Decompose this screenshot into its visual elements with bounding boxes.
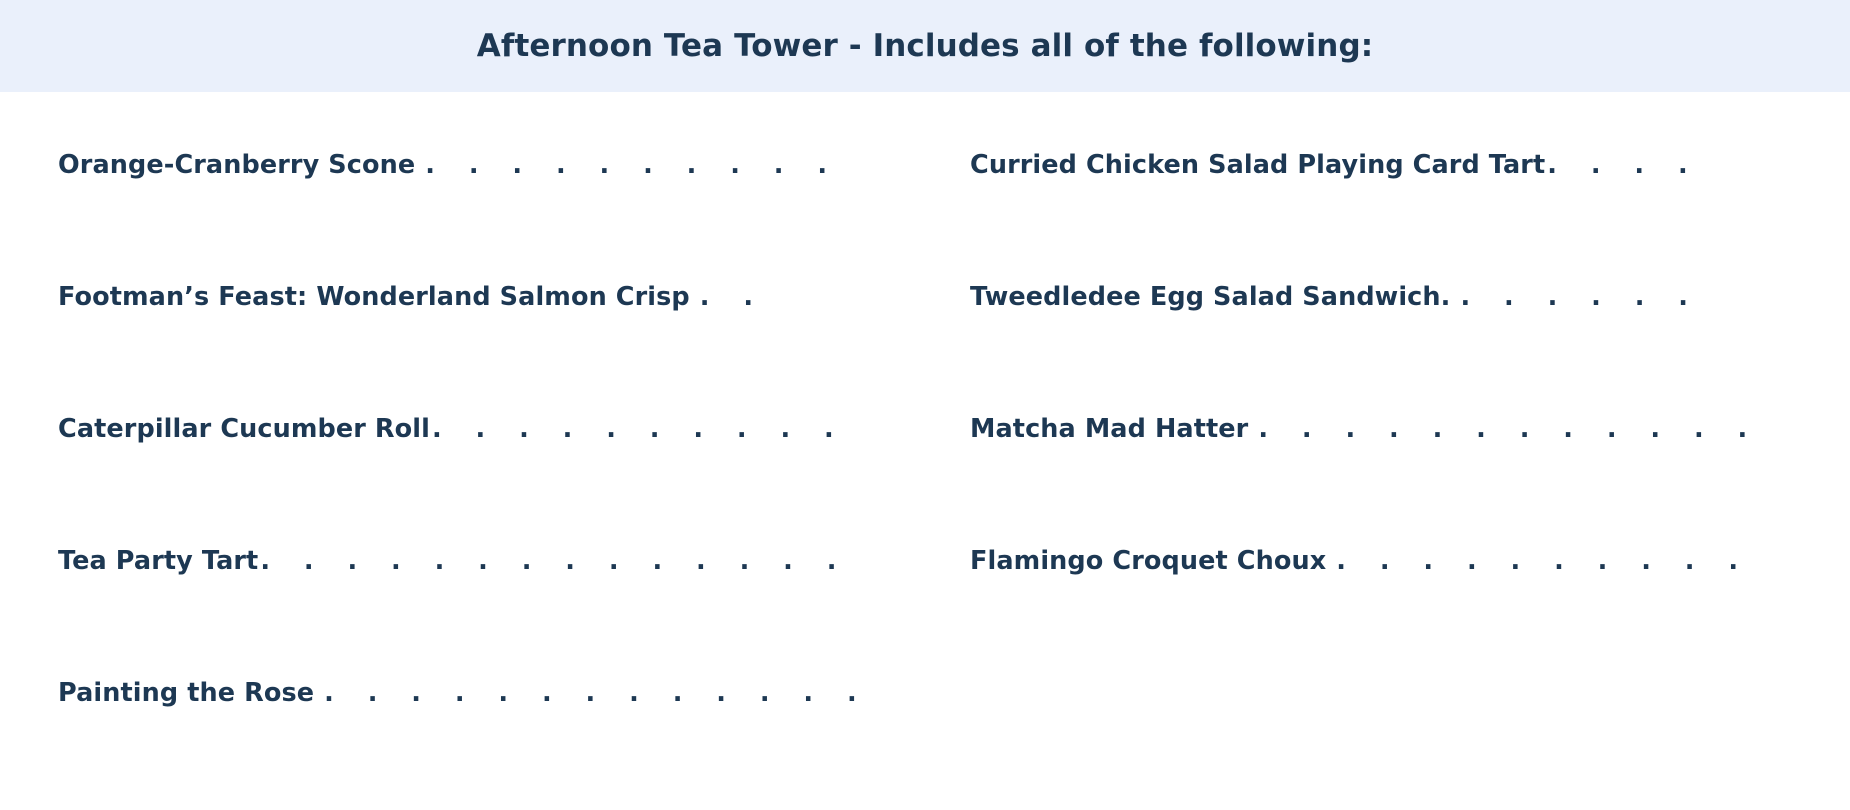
menu-column-right — [925, 150, 1792, 678]
menu-item-name: Caterpillar Cucumber Roll — [58, 414, 430, 444]
leader-dots: . . . . . . . . . . — [1336, 549, 1751, 575]
leader-dots: . . . . . . . . . . . . — [1258, 417, 1760, 443]
leader-dots: . . — [699, 285, 766, 311]
leader-dots: . . . . . . — [1460, 285, 1701, 311]
list-item — [58, 678, 925, 810]
menu-item-name: Orange-Cranberry Scone — [58, 150, 416, 180]
list-item — [58, 546, 925, 678]
menu-columns — [58, 150, 1792, 810]
list-item — [58, 414, 925, 546]
leader-dots: . . . . — [1547, 153, 1701, 179]
leader-dots: . . . . . . . . . . . . . — [324, 681, 870, 707]
list-item — [970, 150, 1792, 282]
list-item — [970, 282, 1792, 414]
list-item — [970, 546, 1792, 678]
menu-item-name: Flamingo Croquet Choux — [970, 546, 1327, 576]
leader-dots: . . . . . . . . . . — [431, 417, 847, 443]
leader-dots: . . . . . . . . . . . . . . — [260, 549, 849, 575]
menu-item-name: Tea Party Tart — [58, 546, 259, 576]
list-item — [58, 150, 925, 282]
panel-header — [0, 0, 1850, 92]
list-item — [970, 414, 1792, 546]
leader-dots: . . . . . . . . . . — [425, 153, 840, 179]
menu-item-name: Tweedledee Egg Salad Sandwich. — [970, 282, 1451, 312]
page-title: Afternoon Tea Tower - Includes all of the following: — [476, 28, 1374, 64]
list-item — [58, 282, 925, 414]
menu-item-name: Curried Chicken Salad Playing Card Tart — [970, 150, 1546, 180]
menu-item-name: Footman’s Feast: Wonderland Salmon Crisp — [58, 282, 690, 312]
menu-item-name: Painting the Rose — [58, 678, 315, 708]
panel-body — [0, 92, 1850, 810]
menu-column-left — [58, 150, 925, 810]
menu-item-name: Matcha Mad Hatter — [970, 414, 1249, 444]
